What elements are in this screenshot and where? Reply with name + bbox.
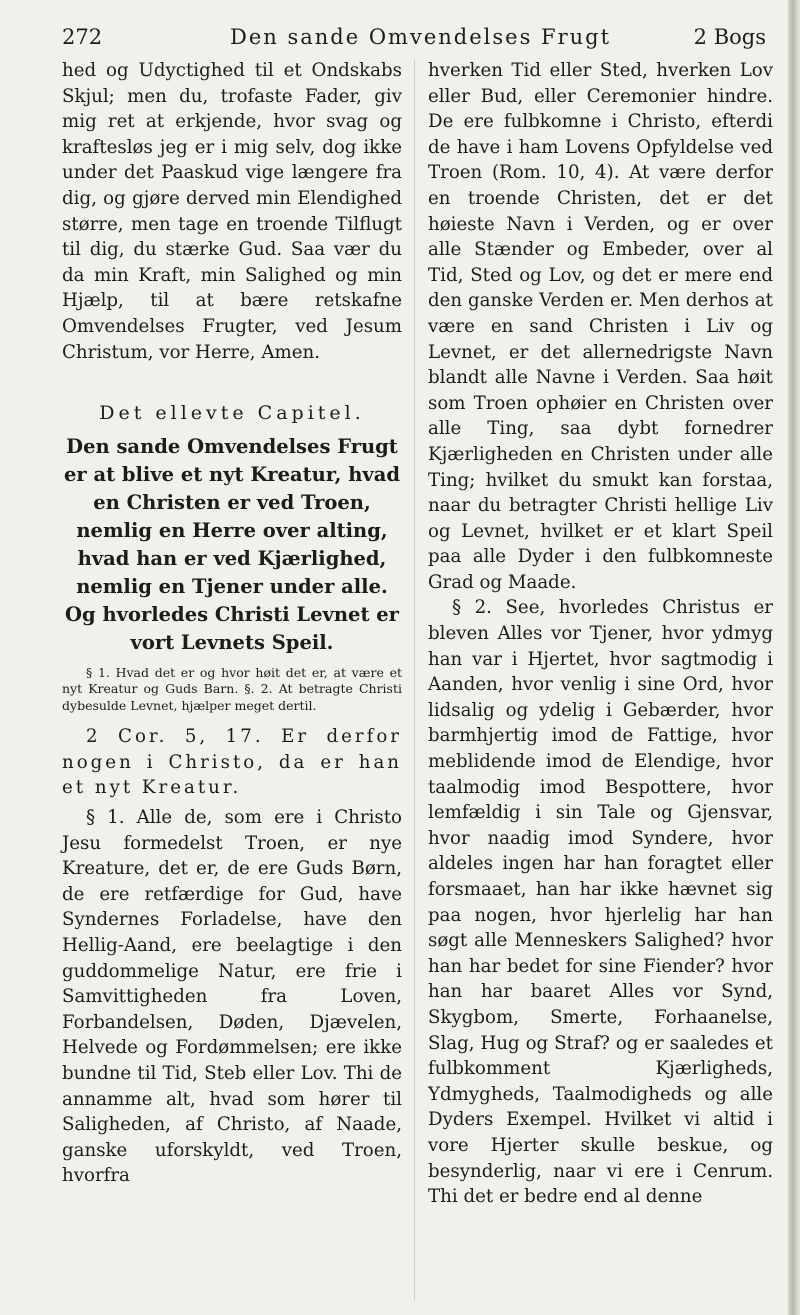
page-edge xyxy=(788,0,800,1315)
left-column xyxy=(62,58,402,1189)
running-title: Den sande Omvendelses Frugt xyxy=(230,25,612,49)
page-number: 272 xyxy=(62,25,103,49)
right-column xyxy=(428,58,773,1210)
chapter-summary: § 1. Hvad det er og hvor høit det er, at være et nyt Kreatur og Guds Barn. §. 2. At betragte Christi dybesulde Levnet, hjælper meget dertil. xyxy=(62,664,402,713)
right-paragraph-1: hverken Tid eller Sted, hverken Lov eller Bud, eller Ceremonier hindre. De ere fulbkomne i Christo, efterdi de have i ham Lovens Opfyldelse ved Troen (Rom. 10, 4). At være derfor en troende Christen, det er det høieste Navn i Verden, og er over alle Stænder og Embeder, over al Tid, Sted og Lov, og det er mere end den ganske Verden er. Men derhos at være en sand Christen i Liv og Levnet, er det allernedrigste Navn blandt alle Navne i Verden. Saa høit som Troen ophøier en Christen over alle Ting, saa dybt fornedrer Kjærligheden en Christen under alle Ting; hvilket du smukt kan forstaa, naar du betragter Christi hellige Liv og Levnet, hvilket er et klart Speil paa alle Dyder i den fulbkomneste Grad og Maade. xyxy=(428,60,773,593)
signature-mark: 2 Bogs xyxy=(693,25,766,49)
section-2-paragraph: § 2. See, hvorledes Christus er bleven Alles vor Tjener, hvor ydmyg han var i Hjertet, hvor sagtmodig i Aanden, hvor venlig i sine Ord, hvor lidsalig og ydelig i Gebærder, hvor barmhjertig imod de Fattige, hvor meblidende imod de Elendige, hvor taalmodig imod Bespottere, hvor lemfældig i sin Tale og Gjensvar, hvor naadig imod Syndere, hvor aldeles ingen har han foragtet eller forsmaaet, han har ikke hævnet sig paa nogen, hvor hjerlelig har han søgt alle Menneskers Salighed? hvor han har bedet for sine Fiender? hvor han har baaret Alles vor Synd, Skygbom, Smerte, Forhaanelse, Slag, Hug og Straf? og er saaledes et fulbkomment Kjærligheds, Ydmygheds, Taalmodigheds og alle Dyders Exempel. Hvilket vi altid i vore Hjerter skulle beskue, og besynderlig, naar vi ere i Cenrum. Thi det er bedre end al denne xyxy=(428,597,773,1208)
chapter-title: Det ellevte Capitel. xyxy=(99,402,365,425)
prayer-paragraph: hed og Udyctighed til et Ondskabs Skjul; men du, trofaste Fader, giv mig ret at erkjende, hvor svag og kraftesløs jeg er i mig selv, dog ikke under det Paaskud vige længere fra dig, og gjøre derved min Elendighed større, men tage en troende Tilflugt til dig, du stærke Gud. Saa vær du da min Kraft, min Salighed og min Hjælp, til at bære retskafne Omvendelses Frugter, ved Jesum Christum, vor Herre, Amen. xyxy=(62,60,402,363)
scripture-verse: 2 Cor. 5, 17. Er derfor nogen i Christo, da er han et nyt Kreatur. xyxy=(62,726,402,799)
column-divider xyxy=(414,60,415,1300)
section-1-paragraph: § 1. Alle de, som ere i Christo Jesu formedelst Troen, er nye Kreature, det er, de ere Guds Børn, de ere retfærdige for Gud, have Syndernes Forladelse, have den Hellig-Aand, ere beelagtige i den guddommelige Natur, ere frie i Samvittigheden fra Loven, Forbandelsen, Døden, Djævelen, Helvede og Fordømmelsen; ere ikke bundne til Tid, Steb eller Lov. Thi de annamme alt, hvad som hører til Saligheden, af Christo, af Naade, ganske uforskyldt, ved Troen, hvorfra xyxy=(62,807,402,1187)
chapter-heading: Den sande Omvendelses Frugt er at blive et nyt Kreatur, hvad en Christen er ved Troen, nemlig en Herre over alting, hvad han er ved Kjærlighed, nemlig en Tjener under alle. Og hvorledes Christi Levnet er vort Levnets Speil. xyxy=(63,434,401,654)
running-header xyxy=(62,18,766,56)
